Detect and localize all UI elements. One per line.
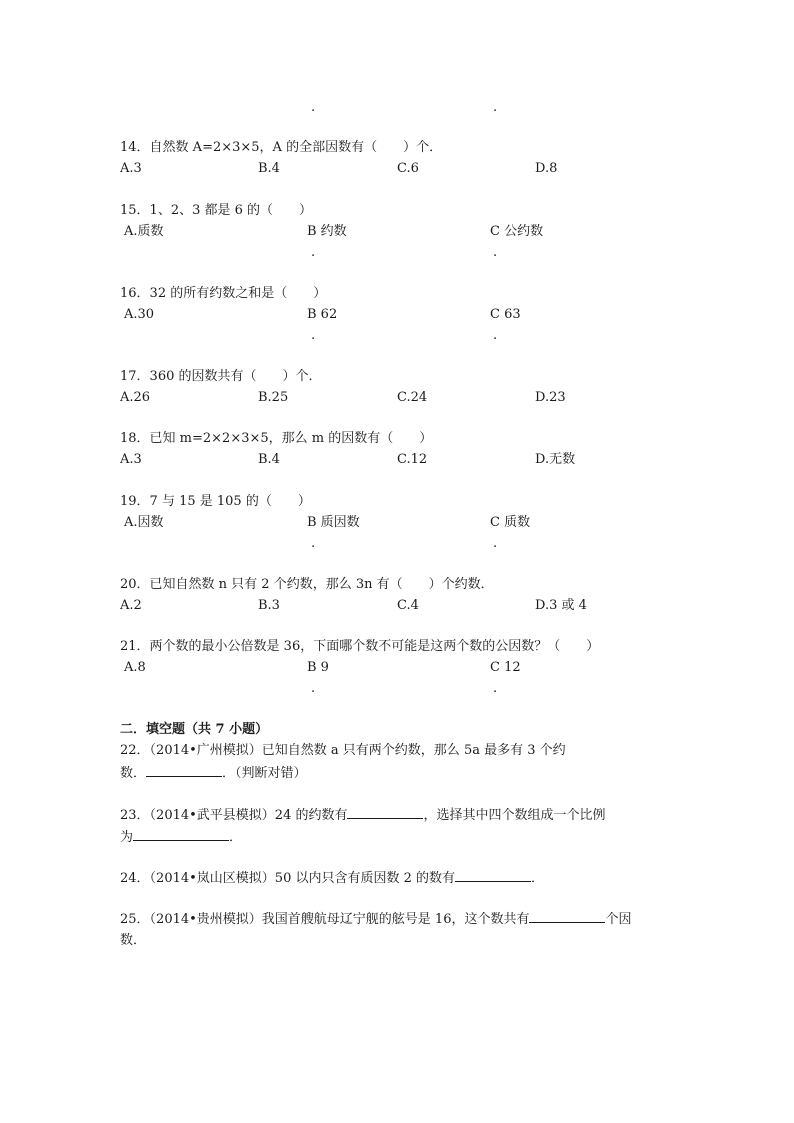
question-18-stem: 18．已知 m=2×2×3×5，那么 m 的因数有（ ） [120, 431, 433, 446]
question-19-stem: 19．7 与 15 是 105 的（ ） [120, 494, 311, 509]
option-c: C.12 [397, 452, 428, 467]
answer-blank[interactable] [529, 910, 605, 923]
stray-dot: . [311, 100, 316, 115]
question-24 [120, 869, 544, 888]
stray-dot: . [311, 536, 316, 551]
stray-dot: . [493, 328, 498, 343]
option-b: B 62 [307, 307, 338, 322]
option-d: D.3 或 4 [535, 598, 587, 613]
option-a: A.8 [124, 660, 146, 675]
option-b: B.4 [258, 452, 280, 467]
option-d: D.23 [535, 390, 566, 405]
question-25-line1 [120, 910, 631, 929]
option-a: A.质数 [124, 224, 164, 239]
section-heading: 二．填空题（共 7 小题） [120, 722, 269, 737]
option-c: C 质数 [490, 515, 531, 530]
stray-dot: . [311, 328, 316, 343]
stray-dot: . [493, 681, 498, 696]
q23-text: 23．（2014•武平县模拟）24 的约数有 [120, 808, 348, 823]
answer-blank[interactable] [455, 869, 531, 882]
option-c: C 公约数 [490, 224, 544, 239]
option-b: B 约数 [307, 224, 347, 239]
stray-dot: . [493, 536, 498, 551]
question-21-stem: 21．两个数的最小公倍数是 36，下面哪个数不可能是这两个数的公因数？（ ） [120, 639, 600, 654]
q23-text: ． [229, 830, 243, 845]
option-d: D.8 [535, 161, 558, 176]
option-a: A.26 [120, 390, 151, 405]
question-22-line1: 22．（2014•广州模拟）已知自然数 a 只有两个约数，那么 5a 最多有 3 个约 [120, 743, 566, 758]
answer-blank[interactable] [347, 806, 423, 819]
question-25-line2: 数． [120, 933, 147, 948]
option-b: B.3 [258, 598, 280, 613]
stray-dot: . [311, 681, 316, 696]
q25-text: 个因 [605, 912, 632, 927]
answer-blank[interactable] [133, 828, 229, 841]
option-a: A.30 [124, 307, 155, 322]
option-a: A.2 [120, 598, 142, 613]
stray-dot: . [311, 245, 316, 260]
option-c: C 12 [490, 660, 521, 675]
option-c: C.24 [397, 390, 428, 405]
option-c: C.6 [397, 161, 419, 176]
option-a: A.3 [120, 452, 142, 467]
q23-text: 为 [120, 830, 134, 845]
option-b: B 9 [307, 660, 329, 675]
question-20-stem: 20．已知自然数 n 只有 2 个约数，那么 3n 有（ ）个约数． [120, 577, 494, 592]
option-a: A.3 [120, 161, 142, 176]
question-23-line2 [120, 828, 242, 847]
option-b: B.25 [258, 390, 289, 405]
q22-text: 数． [120, 766, 147, 781]
question-23-line1 [120, 806, 605, 825]
question-14-stem: 14．自然数 A=2×3×5，A 的全部因数有（ ）个． [120, 140, 443, 155]
q25-text: 25．（2014•贵州模拟）我国首艘航母辽宁舰的舷号是 16，这个数共有 [120, 912, 530, 927]
option-b: B.4 [258, 161, 280, 176]
answer-blank[interactable] [146, 764, 222, 777]
question-17-stem: 17．360 的因数共有（ ）个． [120, 369, 322, 384]
q24-text: ． [531, 871, 545, 886]
option-a: A.因数 [124, 515, 164, 530]
option-d: D.无数 [535, 452, 576, 467]
option-c: C 63 [490, 307, 521, 322]
question-15-stem: 15．1、2、3 都是 6 的（ ） [120, 203, 313, 218]
option-b: B 质因数 [307, 515, 360, 530]
question-16-stem: 16．32 的所有约数之和是（ ） [120, 286, 327, 301]
stray-dot: . [493, 100, 498, 115]
option-c: C.4 [397, 598, 419, 613]
stray-dot: . [493, 245, 498, 260]
question-22-line2 [120, 764, 307, 783]
q24-text: 24．（2014•岚山区模拟）50 以内只含有质因数 2 的数有 [120, 871, 456, 886]
q22-text: ．（判断对错） [222, 766, 307, 781]
q23-text: ，选择其中四个数组成一个比例 [423, 808, 606, 823]
